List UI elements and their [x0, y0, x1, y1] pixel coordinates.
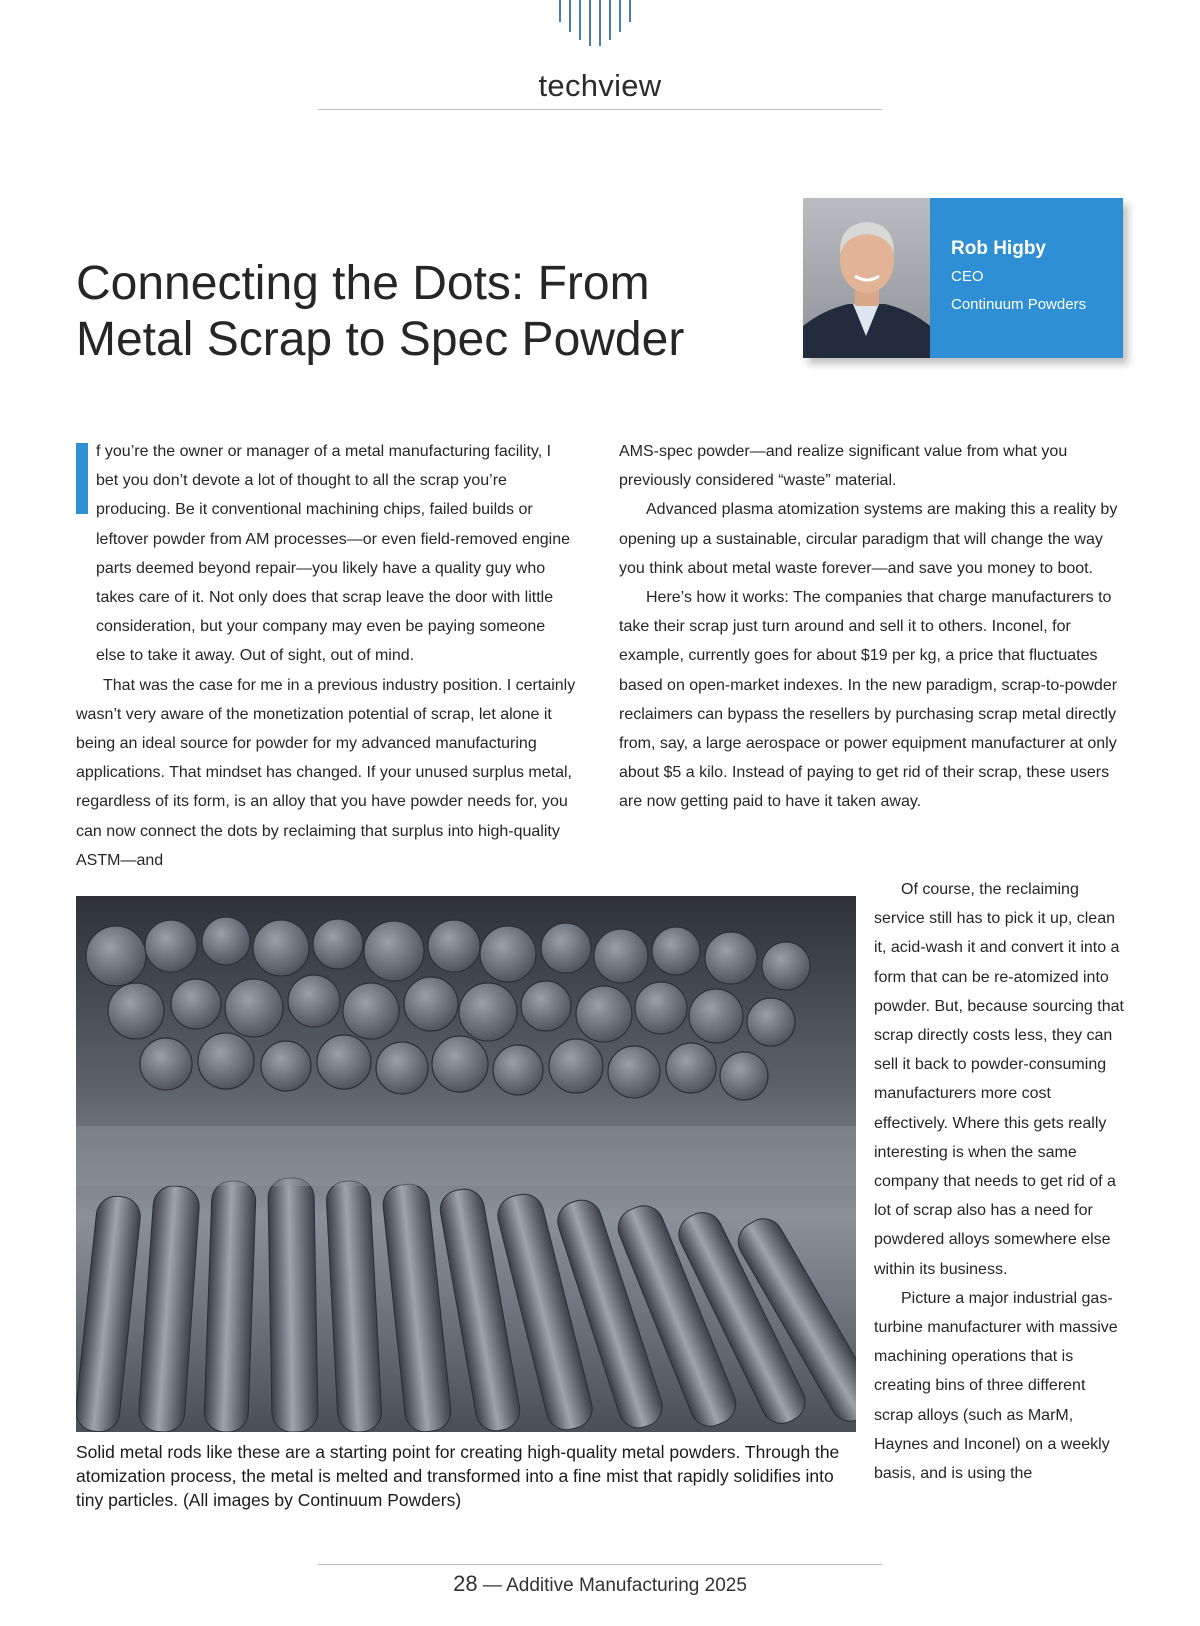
page-footer — [318, 1571, 882, 1597]
article-title — [76, 256, 766, 368]
body-paragraph: That was the case for me in a previous industry position. I certainly wasn’t very aware of the monetization potential of scrap, let alone it being an ideal source for powder for my advanced manufacturing applications. That mindset has changed. If your unused surplus metal, regardless of its form, is an alloy that you have powder needs for, you can now connect the dots by reclaiming that surplus into high-quality ASTM—and — [76, 676, 576, 869]
body-column-narrow — [874, 875, 1124, 1488]
page-number: 28 — [453, 1571, 478, 1596]
drop-cap-bar — [76, 443, 88, 514]
footer-separator: — — [482, 1575, 502, 1596]
footer-rule — [318, 1564, 882, 1565]
publication-name: Additive Manufacturing 2025 — [506, 1575, 747, 1596]
author-name: Rob Higby — [951, 238, 1046, 259]
header-line-motif — [555, 0, 641, 48]
figure-caption: Solid metal rods like these are a starting point for creating high-quality metal powders. Through the atomization process, the metal is melted and transformed into a fine mist that rapidly solidifies into tiny particles. (All images by Continuum Powders) — [76, 1442, 840, 1510]
author-photo — [803, 198, 930, 358]
body-paragraph: f you’re the owner or manager of a metal manufacturing facility, I bet you don’t devote a lot of thought to all the scrap you’re producing. Be it conventional machining chips, failed builds or leftover powder from AM processes—or even field-removed engine parts deemed beyond repair—you likely have a quality guy who takes care of it. Not only does that scrap leave the door with little consideration, but your company may even be paying someone else to take it away. Out of sight, out of mind. — [96, 443, 570, 665]
metal-rods-photo — [76, 896, 856, 1432]
section-label: techview — [538, 68, 662, 103]
opening-paragraph-wrap — [76, 437, 576, 671]
author-role: CEO — [951, 268, 984, 285]
title-line-1: Connecting the Dots: From — [76, 257, 650, 310]
body-paragraph: Picture a major industrial gas-turbine manufacturer with massive machining operations that is creating bins of three different scrap alloys (such as MarM, Haynes and Inconel) on a weekly basis, and is using the — [874, 1289, 1118, 1483]
body-paragraph: AMS-spec powder—and realize significant value from what you previously considered “waste” material. — [619, 443, 1068, 490]
header-rule — [318, 109, 882, 110]
body-column-right — [619, 437, 1124, 817]
author-company: Continuum Powders — [951, 296, 1087, 313]
author-card — [803, 198, 1123, 358]
body-paragraph: Advanced plasma atomization systems are making this a reality by opening up a sustainable, circular paradigm that will change the way you think about metal waste forever—and save you money to boot. — [619, 501, 1118, 577]
body-paragraph: Here’s how it works: The companies that charge manufacturers to take their scrap just turn around and sell it to others. Inconel, for example, currently goes for about $19 per kg, a price that fluctuates based on open-market indexes. In the new paradigm, scrap-to-powder reclaimers can bypass the resellers by purchasing scrap metal directly from, say, a large aerospace or power equipment manufacturer at only about $5 a kilo. Instead of paying to get rid of their scrap, these users are now getting paid to have it taken away. — [619, 589, 1118, 811]
body-column-left — [76, 437, 576, 875]
title-line-2: Metal Scrap to Spec Powder — [76, 313, 685, 366]
body-paragraph: Of course, the reclaiming service still has to pick it up, clean it, acid-wash it and convert it into a form that can be re-atomized into powder. But, because sourcing that scrap directly costs less, they can sell it back to powder-consuming manufacturers more cost effectively. Where this gets really interesting is when the same company that needs to get rid of a lot of scrap also has a need for powdered alloys somewhere else within its business. — [874, 881, 1124, 1278]
author-info — [951, 238, 1086, 316]
